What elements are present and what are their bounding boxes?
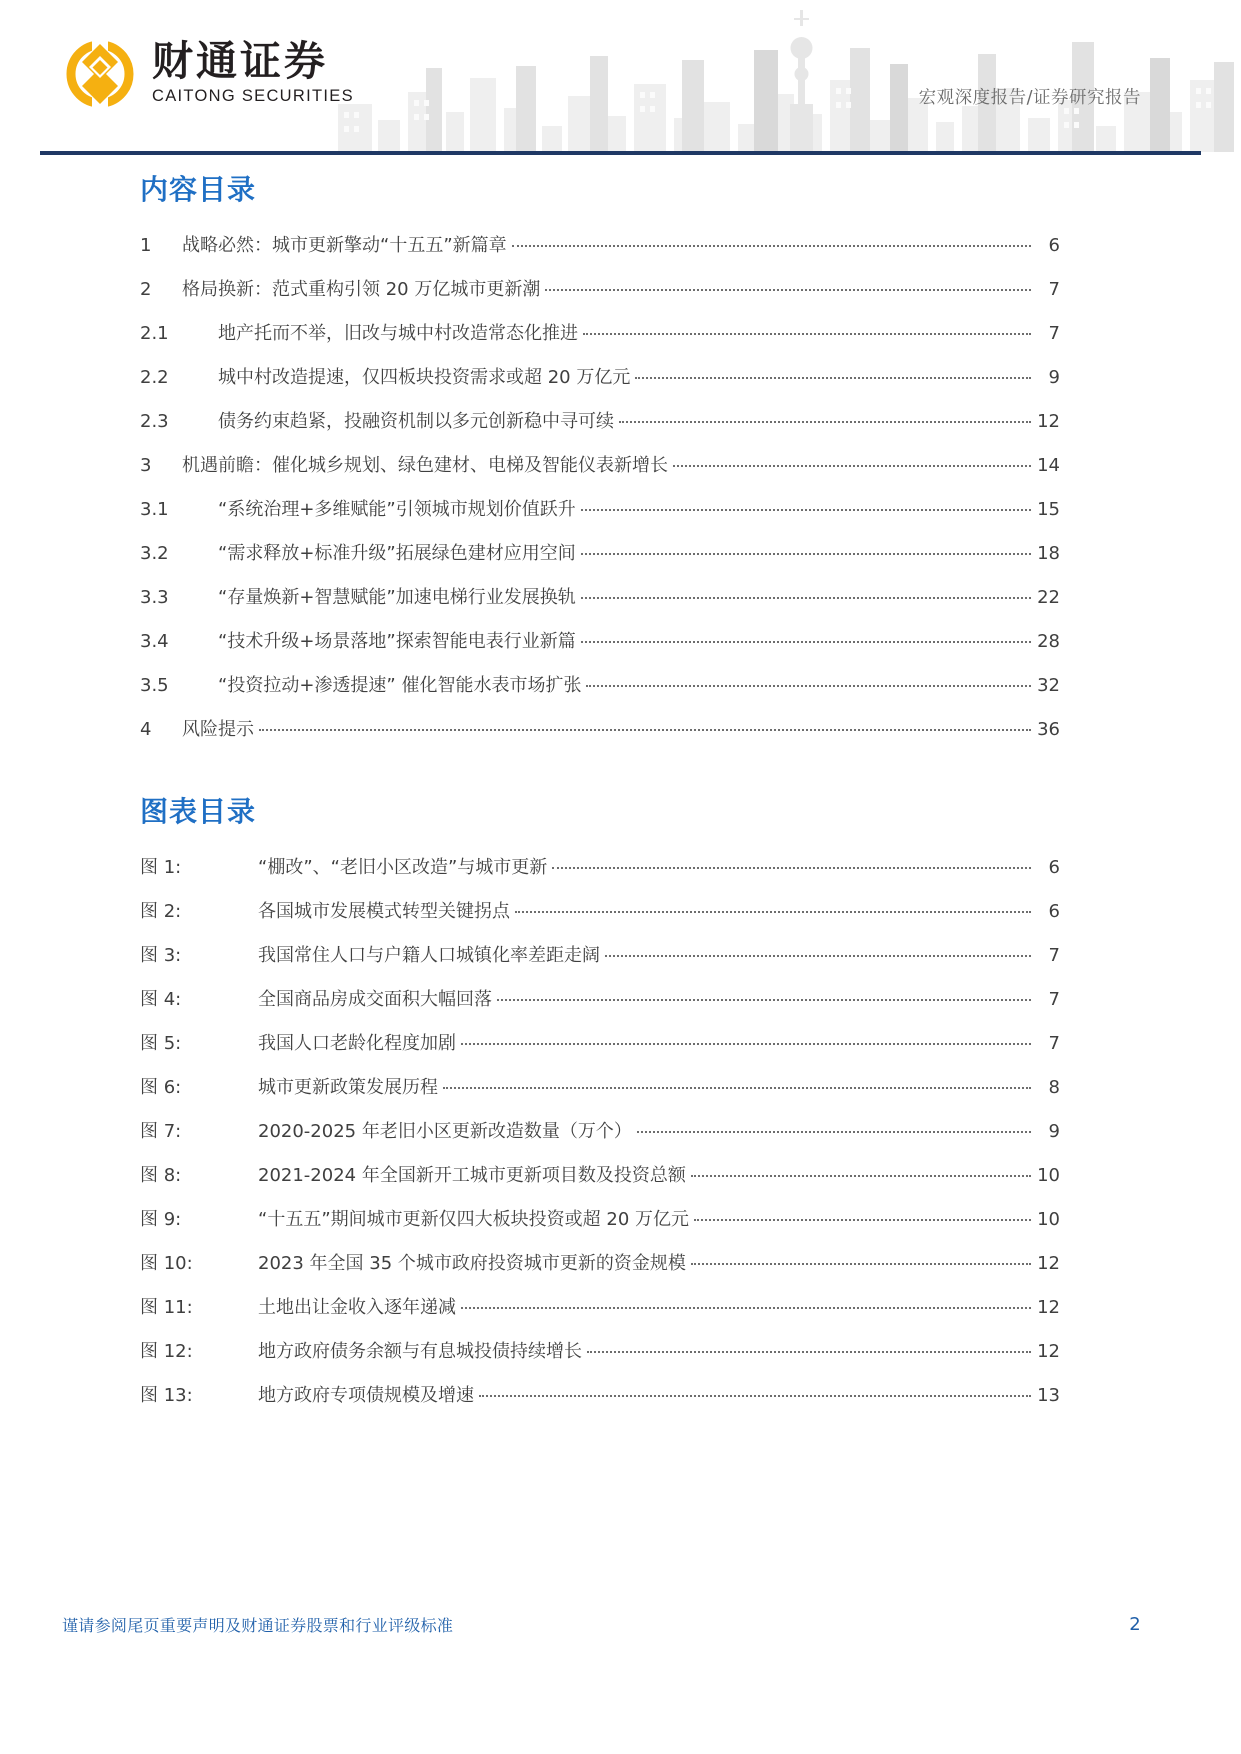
toc-entry-row[interactable] xyxy=(140,268,1060,312)
toc-entry-page: 28 xyxy=(1037,631,1060,652)
toc-entry-page: 22 xyxy=(1037,587,1060,608)
figure-entry-label: 地方政府专项债规模及增速 xyxy=(258,1385,474,1406)
figure-entry-number: 图 5: xyxy=(140,1033,182,1054)
figure-entry-label: 各国城市发展模式转型关键拐点 xyxy=(258,901,510,922)
toc-entry-label: “需求释放+标准升级”拓展绿色建材应用空间 xyxy=(218,543,576,564)
toc-entry-row[interactable] xyxy=(140,488,1060,532)
toc-entry-number: 3.4 xyxy=(140,631,169,652)
dot-leader xyxy=(581,597,1031,599)
page-footer xyxy=(62,1613,1179,1636)
toc-entry-row[interactable] xyxy=(140,532,1060,576)
figure-entry-page: 12 xyxy=(1037,1341,1060,1362)
logo-english-name: CAITONG SECURITIES xyxy=(152,86,354,105)
figure-entry-row[interactable] xyxy=(140,1110,1060,1154)
dot-leader xyxy=(515,911,1031,913)
figure-entry-number: 图 2: xyxy=(140,901,182,922)
figure-entry-row[interactable] xyxy=(140,1242,1060,1286)
dot-leader xyxy=(635,377,1031,379)
toc-entry-number: 2.1 xyxy=(140,323,169,344)
figure-entry-page: 12 xyxy=(1037,1253,1060,1274)
toc-entry-number: 1 xyxy=(140,235,152,256)
toc-entry-row[interactable] xyxy=(140,356,1060,400)
dot-leader xyxy=(443,1087,1031,1089)
toc-entry-row[interactable] xyxy=(140,444,1060,488)
toc-entry-number: 3.5 xyxy=(140,675,169,696)
figure-entry-page: 7 xyxy=(1048,1033,1060,1054)
toc-entry-number: 3.1 xyxy=(140,499,169,520)
figure-entry-label: 城市更新政策发展历程 xyxy=(258,1077,438,1098)
figure-entry-number: 图 9: xyxy=(140,1209,182,1230)
figure-entry-row[interactable] xyxy=(140,1198,1060,1242)
figure-entry-row[interactable] xyxy=(140,1066,1060,1110)
figure-entry-number: 图 4: xyxy=(140,989,182,1010)
figure-entry-page: 13 xyxy=(1037,1385,1060,1406)
toc-entry-page: 32 xyxy=(1037,675,1060,696)
figure-entry-page: 12 xyxy=(1037,1297,1060,1318)
toc-entry-number: 3.3 xyxy=(140,587,169,608)
figures-heading: 图表目录 xyxy=(140,795,257,828)
figure-entry-row[interactable] xyxy=(140,1154,1060,1198)
toc-entry-row[interactable] xyxy=(140,664,1060,708)
figure-entry-label: 2020-2025 年老旧小区更新改造数量（万个） xyxy=(258,1121,632,1142)
figure-entry-page: 9 xyxy=(1048,1121,1060,1142)
toc-entry-page: 18 xyxy=(1037,543,1060,564)
figure-entry-number: 图 8: xyxy=(140,1165,182,1186)
toc-entry-row[interactable] xyxy=(140,400,1060,444)
figure-entry-number: 图 3: xyxy=(140,945,182,966)
dot-leader xyxy=(581,641,1031,643)
dot-leader xyxy=(512,245,1031,247)
figure-entry-page: 7 xyxy=(1048,989,1060,1010)
toc-entry-page: 12 xyxy=(1037,411,1060,432)
section-spacer xyxy=(140,752,1060,790)
figure-entry-row[interactable] xyxy=(140,1330,1060,1374)
toc-entry-label: 债务约束趋紧，投融资机制以多元创新稳中寻可续 xyxy=(218,411,614,432)
figure-entry-label: 我国常住人口与户籍人口城镇化率差距走阔 xyxy=(258,945,600,966)
toc-entry-label: “投资拉动+渗透提速” 催化智能水表市场扩张 xyxy=(218,675,582,696)
dot-leader xyxy=(461,1043,1031,1045)
figure-entry-number: 图 7: xyxy=(140,1121,182,1142)
toc-entry-label: 战略必然：城市更新擎动“十五五”新篇章 xyxy=(182,235,507,256)
toc-entry-number: 2 xyxy=(140,279,152,300)
figure-entry-number: 图 13: xyxy=(140,1385,193,1406)
figure-entry-row[interactable] xyxy=(140,846,1060,890)
dot-leader xyxy=(461,1307,1031,1309)
dot-leader xyxy=(552,867,1031,869)
figure-entry-page: 10 xyxy=(1037,1209,1060,1230)
dot-leader xyxy=(619,421,1031,423)
dot-leader xyxy=(691,1263,1031,1265)
figure-entry-number: 图 12: xyxy=(140,1341,193,1362)
toc-entry-label: 城中村改造提速，仅四板块投资需求或超 20 万亿元 xyxy=(218,367,631,388)
report-type-label: 宏观深度报告/证券研究报告 xyxy=(918,88,1141,108)
dot-leader xyxy=(605,955,1031,957)
dot-leader xyxy=(545,289,1031,291)
city-skyline-watermark xyxy=(330,8,1241,152)
toc-entry-page: 9 xyxy=(1048,367,1060,388)
figure-entry-row[interactable] xyxy=(140,934,1060,978)
toc-entry-page: 14 xyxy=(1037,455,1060,476)
figure-entry-row[interactable] xyxy=(140,1022,1060,1066)
toc-entry-row[interactable] xyxy=(140,708,1060,752)
figure-entry-row[interactable] xyxy=(140,978,1060,1022)
company-logo xyxy=(62,36,354,112)
dot-leader xyxy=(587,1351,1031,1353)
page-content xyxy=(140,168,1060,1418)
toc-entry-number: 4 xyxy=(140,719,152,740)
figure-entry-row[interactable] xyxy=(140,890,1060,934)
toc-entry-label: 地产托而不举，旧改与城中村改造常态化推进 xyxy=(218,323,578,344)
figures-list xyxy=(140,846,1060,1418)
contents-list xyxy=(140,224,1060,752)
figure-entry-page: 7 xyxy=(1048,945,1060,966)
figure-entry-number: 图 11: xyxy=(140,1297,193,1318)
caitong-emblem-icon xyxy=(62,36,138,112)
toc-entry-label: “系统治理+多维赋能”引领城市规划价值跃升 xyxy=(218,499,576,520)
dot-leader xyxy=(694,1219,1031,1221)
toc-entry-page: 7 xyxy=(1048,323,1060,344)
figure-entry-label: 地方政府债务余额与有息城投债持续增长 xyxy=(258,1341,582,1362)
dot-leader xyxy=(479,1395,1031,1397)
dot-leader xyxy=(581,509,1031,511)
toc-entry-label: “存量焕新+智慧赋能”加速电梯行业发展换轨 xyxy=(218,587,576,608)
figure-entry-label: 我国人口老龄化程度加剧 xyxy=(258,1033,456,1054)
figure-entry-label: 全国商品房成交面积大幅回落 xyxy=(258,989,492,1010)
toc-entry-row[interactable] xyxy=(140,620,1060,664)
toc-entry-label: 机遇前瞻：催化城乡规划、绿色建材、电梯及智能仪表新增长 xyxy=(182,455,668,476)
toc-entry-row[interactable] xyxy=(140,576,1060,620)
figure-entry-number: 图 1: xyxy=(140,857,182,878)
contents-heading: 内容目录 xyxy=(140,173,257,206)
toc-entry-label: 格局换新：范式重构引领 20 万亿城市更新潮 xyxy=(182,279,541,300)
figure-entry-row[interactable] xyxy=(140,1374,1060,1418)
toc-entry-row[interactable] xyxy=(140,312,1060,356)
footer-disclaimer: 谨请参阅尾页重要声明及财通证券股票和行业评级标准 xyxy=(62,1616,454,1635)
header-divider xyxy=(40,151,1201,155)
page-header xyxy=(0,0,1241,152)
dot-leader xyxy=(259,729,1031,731)
toc-entry-label: “技术升级+场景落地”探索智能电表行业新篇 xyxy=(218,631,576,652)
figure-entry-label: 2023 年全国 35 个城市政府投资城市更新的资金规模 xyxy=(258,1253,686,1274)
figure-entry-number: 图 10: xyxy=(140,1253,193,1274)
dot-leader xyxy=(673,465,1031,467)
figure-entry-page: 6 xyxy=(1048,857,1060,878)
toc-entry-page: 6 xyxy=(1048,235,1060,256)
dot-leader xyxy=(581,553,1031,555)
toc-entry-page: 36 xyxy=(1037,719,1060,740)
dot-leader xyxy=(497,999,1031,1001)
figure-entry-label: “棚改”、“老旧小区改造”与城市更新 xyxy=(258,857,548,878)
figure-entry-page: 10 xyxy=(1037,1165,1060,1186)
toc-entry-number: 3.2 xyxy=(140,543,169,564)
logo-chinese-name: 财通证券 xyxy=(152,37,328,86)
toc-entry-page: 7 xyxy=(1048,279,1060,300)
dot-leader xyxy=(691,1175,1031,1177)
dot-leader xyxy=(583,333,1031,335)
dot-leader xyxy=(637,1131,1031,1133)
figure-entry-label: 土地出让金收入逐年递减 xyxy=(258,1297,456,1318)
toc-entry-row[interactable] xyxy=(140,224,1060,268)
toc-entry-number: 2.2 xyxy=(140,367,169,388)
figure-entry-page: 8 xyxy=(1048,1077,1060,1098)
toc-entry-number: 3 xyxy=(140,455,152,476)
dot-leader xyxy=(586,685,1031,687)
toc-entry-number: 2.3 xyxy=(140,411,169,432)
figure-entry-label: “十五五”期间城市更新仅四大板块投资或超 20 万亿元 xyxy=(258,1209,689,1230)
footer-page-number: 2 xyxy=(1129,1614,1141,1635)
figure-entry-page: 6 xyxy=(1048,901,1060,922)
figure-entry-number: 图 6: xyxy=(140,1077,182,1098)
toc-entry-label: 风险提示 xyxy=(182,719,254,740)
figure-entry-row[interactable] xyxy=(140,1286,1060,1330)
figure-entry-label: 2021-2024 年全国新开工城市更新项目数及投资总额 xyxy=(258,1165,686,1186)
toc-entry-page: 15 xyxy=(1037,499,1060,520)
